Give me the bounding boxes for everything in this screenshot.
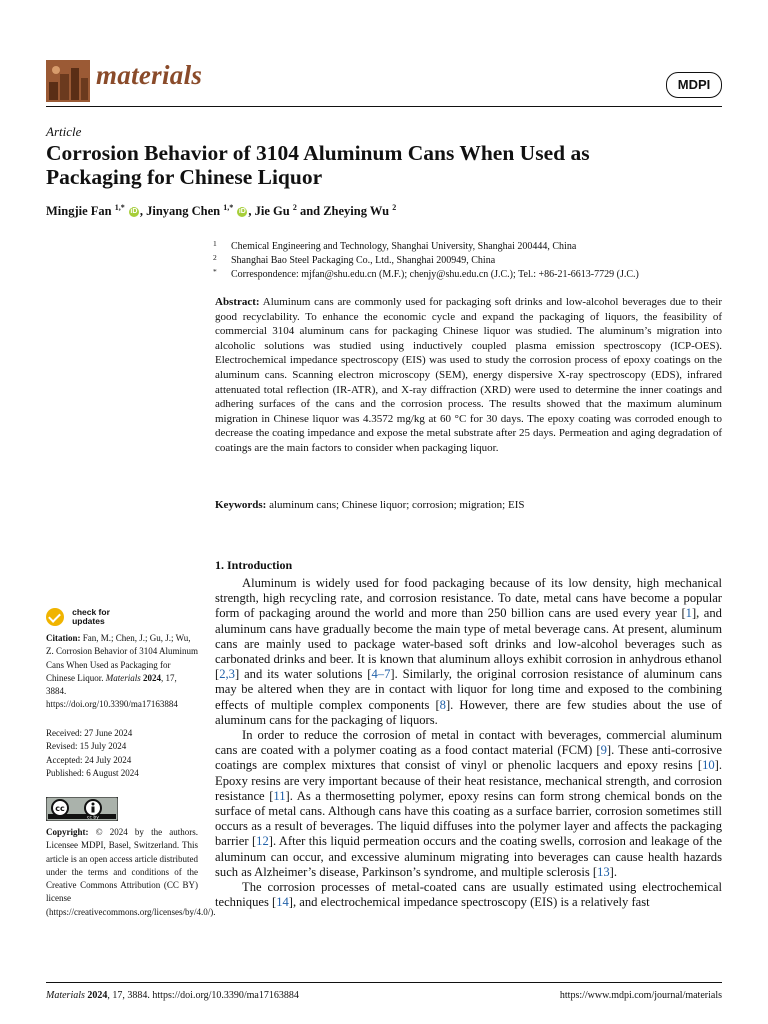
body-text-run: ], and electrochemical impedance spectroscopy (EIS) is a relatively fast <box>288 895 650 910</box>
journal-name[interactable]: materials <box>96 60 203 90</box>
body-text-run: ]. Epoxy resins are very important because of their heat resistance, mechanical strength, and corrosion resistance [ <box>215 758 722 803</box>
author-name[interactable]: Mingjie Fan <box>46 204 112 219</box>
date-accepted: Accepted: 24 July 2024 <box>46 754 132 765</box>
date-revised: Revised: 15 July 2024 <box>46 741 127 752</box>
body-text-run: ]. After this liquid permeation occurs and the coating swells, corrosion and leakage of the aluminum can occur, and excessive aluminum migrating into beverages can cause health hazards such as Alzheimer’s disease, Parkinson’s syndrome, and multiple sclerosis [ <box>215 834 722 879</box>
check-updates-icon <box>46 608 64 626</box>
article-title: Corrosion Behavior of 3104 Aluminum Cans When Used as Packaging for Chinese Liquor <box>46 141 590 189</box>
body-text-run: ] and its water solutions [ <box>234 667 372 682</box>
check-for-updates-badge[interactable]: check for updates <box>46 606 110 626</box>
body-text-run: ]. However, there are few studies about the use of aluminum cans for the packaging of liquors. <box>215 697 722 727</box>
body-text-run: ]. <box>609 864 617 879</box>
body-text-run: ]. Similarly, the original corrosion resistance of aluminum cans may be altered when they are in contact with liquor for long time and exposed to the combining effects of multiple complex components [ <box>215 667 722 712</box>
reference-link[interactable]: 4–7 <box>371 667 391 682</box>
body-text-run: ], and aluminum cans have gradually become the main type of metal beverage cans. At present, aluminum cans are mainly used to package water-based soft drinks and low-alcohol beverages such as carbonated drinks and beer. It is known that aluminum alloys exhibit corrosion in anhydrous ethanol [ <box>215 606 722 682</box>
keywords-text: aluminum cans; Chinese liquor; corrosion; migration; EIS <box>269 499 525 511</box>
body-text-run: ]. These anti-corrosive coatings are complex mixtures that consist of vinyl or phenolic lacquers and epoxy resins [ <box>215 743 722 773</box>
body-text-run: In order to reduce the corrosion of metal in contact with beverages, commercial aluminum cans are coated with a polymer coating as a food contact material (FCM) [ <box>215 728 722 758</box>
abstract-text: Aluminum cans are commonly used for packaging soft drinks and low-alcohol beverages due to their good recyclability. To enhance the economic cycle and expand the packaging of liquors, the feasibility of commercial 3104 aluminum cans for packaging Chinese liquor was studied. The aluminum’s migration into alcoholic solutions was studied using inductively coupled plasma emission spectroscopy (ICP-OES). Electrochemical impedance spectroscopy (EIS) was used to study the corrosion process of epoxy coatings on the aluminum cans. Scanning electron microscopy (SEM), energy dispersive X-ray spectroscopy (EDS), infrared attenuated total reflection (IR-ATR), and X-ray diffraction (XRD) were used to determine the inner coatings and adhering surfaces of the cans and the corrosion process. The results showed that the maximum aluminum migration in Chinese liquor was 4.3572 mg/kg at 60 °C for 30 days. The epoxy coating was corroded enough to decrease the coating impedance and expose the metal substrate after 25 days. Permeation and aging degradation of coatings are the main factors to consider when packaging liquor. <box>215 296 722 454</box>
reference-link[interactable]: 11 <box>273 788 286 803</box>
article-dates <box>46 727 198 780</box>
copyright-block: Copyright: © 2024 by the authors. Licensee MDPI, Basel, Switzerland. This article is an open access article distributed under the terms and conditions of the Creative Commons Attribution (CC BY) license (https://creativecommons.org/licenses/by/4.0/). <box>46 827 216 917</box>
body-paragraph <box>215 576 722 728</box>
orcid-icon[interactable]: iD <box>130 208 138 216</box>
section-heading: 1. Introduction <box>215 558 293 572</box>
author-affiliation-sup: 2 <box>392 203 397 212</box>
reference-link[interactable]: 12 <box>256 834 269 849</box>
header-divider <box>46 106 722 107</box>
author-affiliation-sup: 1,* <box>114 203 125 212</box>
body-text-run: The corrosion processes of metal-coated cans are usually estimated using electrochemical techniques [ <box>215 880 722 910</box>
publisher-logo[interactable]: MDPI <box>666 72 722 98</box>
keywords <box>215 499 722 511</box>
footer-journal-url[interactable]: https://www.mdpi.com/journal/materials <box>559 990 722 1001</box>
reference-link[interactable]: 10 <box>702 758 715 773</box>
introduction-body <box>215 576 722 910</box>
reference-link[interactable]: 14 <box>276 895 289 910</box>
body-paragraph <box>215 728 722 880</box>
body-text-run: ]. As a thermosetting polymer, epoxy resins can form strong chemical bonds on the surface of metal cans. Although cans have this coating as a surface barrier, corrosion sometimes still occurs as a result of beverages. The liquid diffuses into the polymer layer and affects the packaging barrier [ <box>215 788 722 849</box>
body-paragraph <box>215 880 722 910</box>
author-name[interactable]: Jinyang Chen <box>146 204 221 219</box>
journal-logo-icon <box>46 60 90 102</box>
svg-text:cc: cc <box>55 804 65 813</box>
cc-by-license-icon[interactable] <box>46 797 118 821</box>
footer-divider <box>46 982 722 983</box>
author-affiliation-sup: 2 <box>292 203 297 212</box>
citation-block: Citation: Fan, M.; Chen, J.; Gu, J.; Wu, Z. Corrosion Behavior of 3104 Aluminum Cans When Used as Packaging for Chinese Liquor. Materials 2024, 17, 3884. https://doi.org/10.3390/ma17163884 <box>46 633 198 710</box>
reference-link[interactable]: 8 <box>439 697 446 712</box>
author-list: Mingjie Fan $^{1,*}$ iD , Jinyang Chen $^{1,*}$ iD , Jie Gu $^2$ and Zheying Wu $^2$ <box>46 203 397 219</box>
keywords-label: Keywords: <box>215 499 267 511</box>
abstract <box>215 295 722 456</box>
abstract-label: Abstract: <box>215 296 260 308</box>
license-badge-label: cc by <box>87 815 99 821</box>
body-text-run: Aluminum is widely used for food packaging because of its low density, high mechanical strength, high recycling rate, and corrosion resistance. To date, metal cans have become a popular form of packaging around the world and more than 250 billion cans are used every year [ <box>215 576 722 621</box>
footer-citation: Materials 2024, 17, 3884. https://doi.org/10.3390/ma17163884 <box>46 990 299 1001</box>
reference-link[interactable]: 1 <box>685 606 692 621</box>
orcid-icon[interactable]: iD <box>238 208 246 216</box>
date-received: Received: 27 June 2024 <box>46 728 133 738</box>
reference-link[interactable]: 9 <box>600 743 607 758</box>
reference-link[interactable]: 2,3 <box>219 667 235 682</box>
article-type: Article <box>46 124 82 139</box>
date-published: Published: 6 August 2024 <box>46 767 139 778</box>
author-name[interactable]: Zheying Wu <box>323 204 390 219</box>
author-affiliation-sup: 1,* <box>223 203 234 212</box>
reference-link[interactable]: 13 <box>597 864 610 879</box>
author-name[interactable]: Jie Gu <box>254 204 290 219</box>
